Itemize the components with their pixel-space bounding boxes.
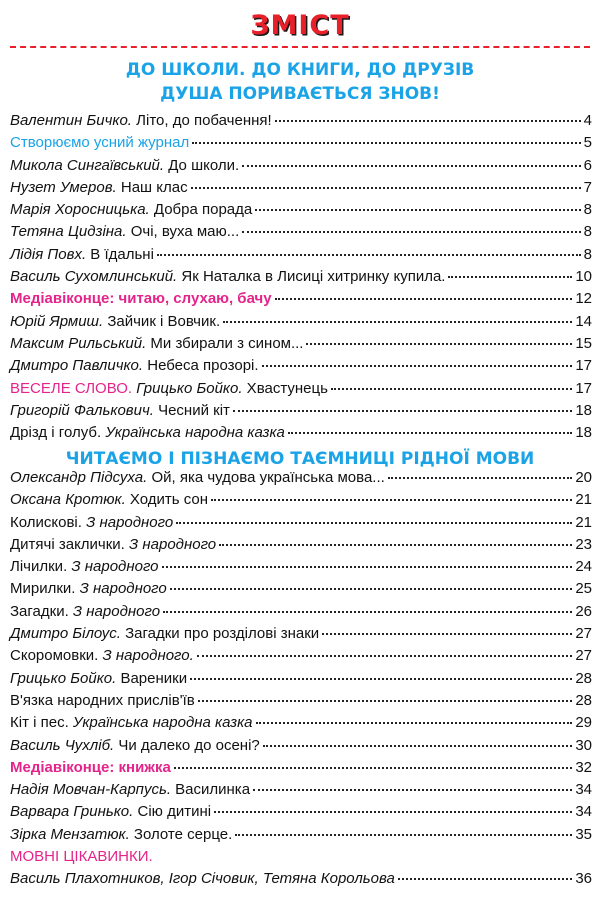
- toc-entry-text: [10, 558, 159, 575]
- entry-title: Золоте серце.: [129, 825, 233, 843]
- toc-entry: [10, 157, 592, 179]
- dot-leader: [157, 254, 581, 256]
- page-number: 28: [575, 691, 592, 709]
- toc-entry-text: [10, 759, 171, 776]
- dot-leader: [176, 522, 572, 524]
- entry-author: Марія Хоросницька.: [10, 201, 150, 219]
- dot-leader: [255, 209, 580, 211]
- entry-title: Зайчик і Вовчик.: [103, 312, 221, 330]
- toc-section-1: [10, 112, 592, 446]
- entry-title: Дитячі заклички.: [10, 535, 130, 553]
- page-number: 26: [575, 602, 592, 620]
- title-divider: [10, 46, 590, 48]
- dot-leader: [253, 789, 572, 791]
- toc-entry-text: [10, 335, 303, 352]
- toc-entry-text: [10, 826, 232, 843]
- toc-entry: [10, 737, 592, 759]
- page-number: 28: [575, 669, 592, 687]
- toc-entry-text: [10, 223, 239, 240]
- page-title: ЗМІСТ: [250, 10, 350, 41]
- dot-leader: [275, 298, 573, 300]
- entry-author: Грицько Бойко.: [132, 379, 243, 397]
- entry-title: Загадки про розділові знаки: [120, 625, 320, 643]
- entry-source: З народного: [71, 558, 159, 576]
- page-number: 27: [575, 625, 592, 643]
- page-number: 4: [583, 112, 592, 129]
- entry-author: Варвара Гринько.: [10, 803, 134, 821]
- entry-author: Оксана Кротюк.: [10, 491, 126, 509]
- toc-entry: [10, 514, 592, 536]
- entry-author: Юрій Ярмиш.: [10, 312, 104, 330]
- page-number: 21: [575, 491, 592, 509]
- dot-leader: [211, 499, 572, 501]
- entry-source: Українська народна казка: [72, 714, 253, 732]
- dot-leader: [191, 187, 581, 189]
- toc-entry: [10, 558, 592, 580]
- entry-title: Мирилки.: [10, 580, 80, 598]
- dot-leader: [174, 767, 573, 769]
- dot-leader: [197, 655, 573, 657]
- dot-leader: [388, 477, 573, 479]
- entry-title: В їдальні: [86, 245, 154, 263]
- toc-entry: [10, 870, 592, 892]
- entry-title: До школи.: [164, 156, 240, 174]
- dot-leader: [170, 588, 573, 590]
- page-number: 29: [575, 714, 592, 732]
- entry-title: Очі, вуха маю...: [126, 223, 240, 241]
- toc-entry: [10, 201, 592, 223]
- entry-title: Небеса прозорі.: [143, 357, 259, 375]
- page-number: 5: [583, 134, 592, 152]
- toc-entry: [10, 848, 592, 870]
- toc-entry: [10, 625, 592, 647]
- toc-entry: [10, 803, 592, 825]
- page-number: 17: [575, 379, 592, 397]
- entry-source: З народного: [72, 602, 161, 620]
- entry-title: Наш клас: [116, 178, 188, 196]
- dot-leader: [235, 834, 572, 836]
- toc-entry-text: [10, 179, 188, 196]
- toc-entry: [10, 335, 592, 357]
- toc-entry: [10, 826, 592, 848]
- toc-entry-text: [10, 870, 395, 887]
- entry-label: Медіавіконце: книжка: [10, 758, 171, 776]
- entry-source: Українська народна казка: [105, 424, 285, 442]
- entry-title: Ми збирали з сином...: [146, 334, 304, 352]
- dot-leader: [242, 165, 581, 167]
- entry-author: Григорій Фалькович.: [10, 401, 154, 419]
- toc-entry: [10, 536, 592, 558]
- entry-title: Хвастунець: [242, 379, 328, 397]
- toc-entry-text: [10, 737, 260, 754]
- entry-label: ВЕСЕЛЕ СЛОВО.: [10, 379, 133, 397]
- page-number: 17: [575, 357, 592, 375]
- toc-entry-text: [10, 647, 194, 664]
- toc-entry-text: [10, 514, 173, 531]
- toc-entry-text: [10, 491, 208, 508]
- entry-author: Василь Чухліб.: [10, 736, 115, 754]
- entry-author: Дмитро Білоус.: [10, 625, 121, 643]
- page-number: 34: [575, 781, 592, 799]
- page-number: 18: [575, 401, 592, 419]
- page-number: 25: [575, 580, 592, 598]
- toc-entry: [10, 313, 592, 335]
- dot-leader: [306, 343, 572, 345]
- toc-entry-text: [10, 781, 250, 798]
- toc-entry: [10, 603, 592, 625]
- toc-entry-text: [10, 692, 195, 709]
- entry-author: Нузет Умеров.: [10, 178, 117, 196]
- entry-title: Дрізд і голуб.: [10, 424, 106, 442]
- toc-entry-text: [10, 580, 167, 597]
- entry-source: З народного: [79, 580, 167, 598]
- dot-leader: [275, 120, 581, 122]
- entry-title: Вареники: [116, 669, 188, 687]
- entry-author: Микола Сингаївський.: [10, 156, 165, 174]
- toc-entry: [10, 357, 592, 379]
- toc-entry-text: [10, 625, 319, 642]
- entry-title: Колискові.: [10, 513, 87, 531]
- toc-entry: [10, 424, 592, 446]
- toc-entry-text: [10, 714, 253, 731]
- page-number: 36: [575, 870, 592, 888]
- page-number: 14: [575, 312, 592, 330]
- page-number: 7: [583, 178, 592, 196]
- toc-entry: [10, 759, 592, 781]
- dot-leader: [214, 811, 572, 813]
- entry-source: З народного: [129, 535, 217, 553]
- toc-entry: [10, 134, 592, 156]
- entry-author: Валентин Бичко.: [10, 112, 132, 129]
- toc-entry-text: [10, 670, 187, 687]
- toc-entry-text: [10, 201, 252, 218]
- dot-leader: [192, 142, 580, 144]
- entry-title: Ходить сон: [125, 491, 209, 509]
- dot-leader: [242, 231, 580, 233]
- toc-entry: [10, 290, 592, 312]
- toc-entry: [10, 179, 592, 201]
- dot-leader: [288, 432, 572, 434]
- toc-entry-text: [10, 536, 216, 553]
- dot-leader: [448, 276, 572, 278]
- entry-title: Літо, до побачення!: [131, 112, 272, 129]
- page-number: 27: [575, 647, 592, 665]
- page-number: 32: [575, 758, 592, 776]
- toc-entry: [10, 469, 592, 491]
- dot-leader: [223, 321, 572, 323]
- toc-entry-text: [10, 157, 239, 174]
- dot-leader: [256, 722, 573, 724]
- dot-leader: [262, 365, 573, 367]
- entry-author: Зірка Мензатюк.: [10, 825, 130, 843]
- toc-entry-text: [10, 112, 272, 129]
- dot-leader: [331, 388, 572, 390]
- entry-source: З народного.: [102, 647, 194, 665]
- entry-source: З народного: [86, 513, 174, 531]
- entry-author: Олександр Підсуха.: [10, 469, 148, 486]
- entry-title: Як Наталка в Лисиці хитринку купила.: [177, 268, 446, 286]
- entry-label: МОВНІ ЦІКАВИНКИ.: [10, 848, 153, 866]
- toc-entry-text: [10, 134, 189, 151]
- toc-entry: [10, 781, 592, 803]
- toc-entry-text: [10, 803, 211, 820]
- toc-entry: [10, 268, 592, 290]
- section-heading-1: ДО ШКОЛИ. ДО КНИГИ, ДО ДРУЗІВ ДУША ПОРИВАЄТЬСЯ ЗНОВ!: [125, 60, 475, 104]
- page-number: 24: [575, 558, 592, 576]
- toc-entry: [10, 112, 592, 134]
- entry-author: Дмитро Павличко.: [10, 357, 144, 375]
- section-heading-2: ЧИТАЄМО І ПІЗНАЄМО ТАЄМНИЦІ РІДНОЇ МОВИ: [65, 449, 535, 469]
- toc-entry: [10, 670, 592, 692]
- dot-leader: [322, 633, 572, 635]
- toc-entry-text: [10, 313, 220, 330]
- toc-entry: [10, 491, 592, 513]
- toc-entry: [10, 647, 592, 669]
- toc-entry-text: [10, 469, 385, 486]
- page-number: 18: [575, 424, 592, 442]
- entry-title: Чи далеко до осені?: [114, 736, 260, 754]
- toc-section-2: [10, 469, 592, 893]
- toc-entry: [10, 402, 592, 424]
- toc-entry-text: [10, 268, 445, 285]
- entry-title: Добра порада: [149, 201, 253, 219]
- toc-entry-text: [10, 380, 328, 397]
- entry-author: Тетяна Цидзіна.: [10, 223, 127, 241]
- toc-entry-text: [10, 848, 153, 865]
- toc-entry-text: [10, 246, 154, 263]
- page-number: 21: [575, 513, 592, 531]
- dot-leader: [398, 878, 572, 880]
- entry-title: Загадки.: [10, 602, 73, 620]
- entry-author: Василь Сухомлинський.: [10, 268, 178, 286]
- entry-label: Медіавіконце: читаю, слухаю, бачу: [10, 290, 272, 308]
- toc-entry-text: [10, 290, 272, 307]
- entry-author: Максим Рильський.: [10, 334, 147, 352]
- page-number: 23: [575, 535, 592, 553]
- toc-entry: [10, 223, 592, 245]
- dot-leader: [162, 566, 573, 568]
- dot-leader: [233, 410, 572, 412]
- page-number: 12: [575, 290, 592, 308]
- entry-title: Кіт і пес.: [10, 714, 73, 732]
- entry-title: Ой, яка чудова українська мова...: [147, 469, 385, 486]
- page-number: 8: [583, 223, 592, 241]
- entry-title: Скоромовки.: [10, 647, 103, 665]
- page-number: 34: [575, 803, 592, 821]
- entry-author: Лідія Повх.: [10, 245, 87, 263]
- page-number: 20: [575, 469, 592, 486]
- toc-entry: [10, 380, 592, 402]
- page-number: 35: [575, 825, 592, 843]
- dot-leader: [163, 611, 572, 613]
- toc-entry-text: [10, 402, 230, 419]
- toc-entry-text: [10, 603, 160, 620]
- entry-label: Створюємо усний журнал: [10, 134, 190, 152]
- page-number: 6: [583, 156, 592, 174]
- toc-entry-text: [10, 424, 285, 441]
- toc-entry: [10, 246, 592, 268]
- entry-author: Грицько Бойко.: [10, 669, 117, 687]
- entry-title: Василинка: [171, 781, 251, 799]
- entry-title: В'язка народних прислів'їв: [10, 691, 195, 709]
- entry-title: Лічилки.: [10, 558, 72, 576]
- page-number: 8: [583, 245, 592, 263]
- toc-entry: [10, 692, 592, 714]
- entry-title: Сію дитині: [133, 803, 212, 821]
- page-number: 8: [583, 201, 592, 219]
- toc-entry-text: [10, 357, 259, 374]
- dot-leader: [198, 700, 573, 702]
- toc-entry: [10, 580, 592, 602]
- dot-leader: [190, 678, 572, 680]
- entry-title: Чесний кіт: [153, 401, 230, 419]
- page-number: 30: [575, 736, 592, 754]
- entry-author: Василь Плахотников, Ігор Січовик, Тетяна Корольова: [10, 870, 395, 888]
- dot-leader: [219, 544, 572, 546]
- toc-entry: [10, 714, 592, 736]
- dot-leader: [263, 745, 573, 747]
- page-number: 15: [575, 334, 592, 352]
- entry-author: Надія Мовчан-Карпусь.: [10, 781, 171, 799]
- page-number: 10: [575, 268, 592, 286]
